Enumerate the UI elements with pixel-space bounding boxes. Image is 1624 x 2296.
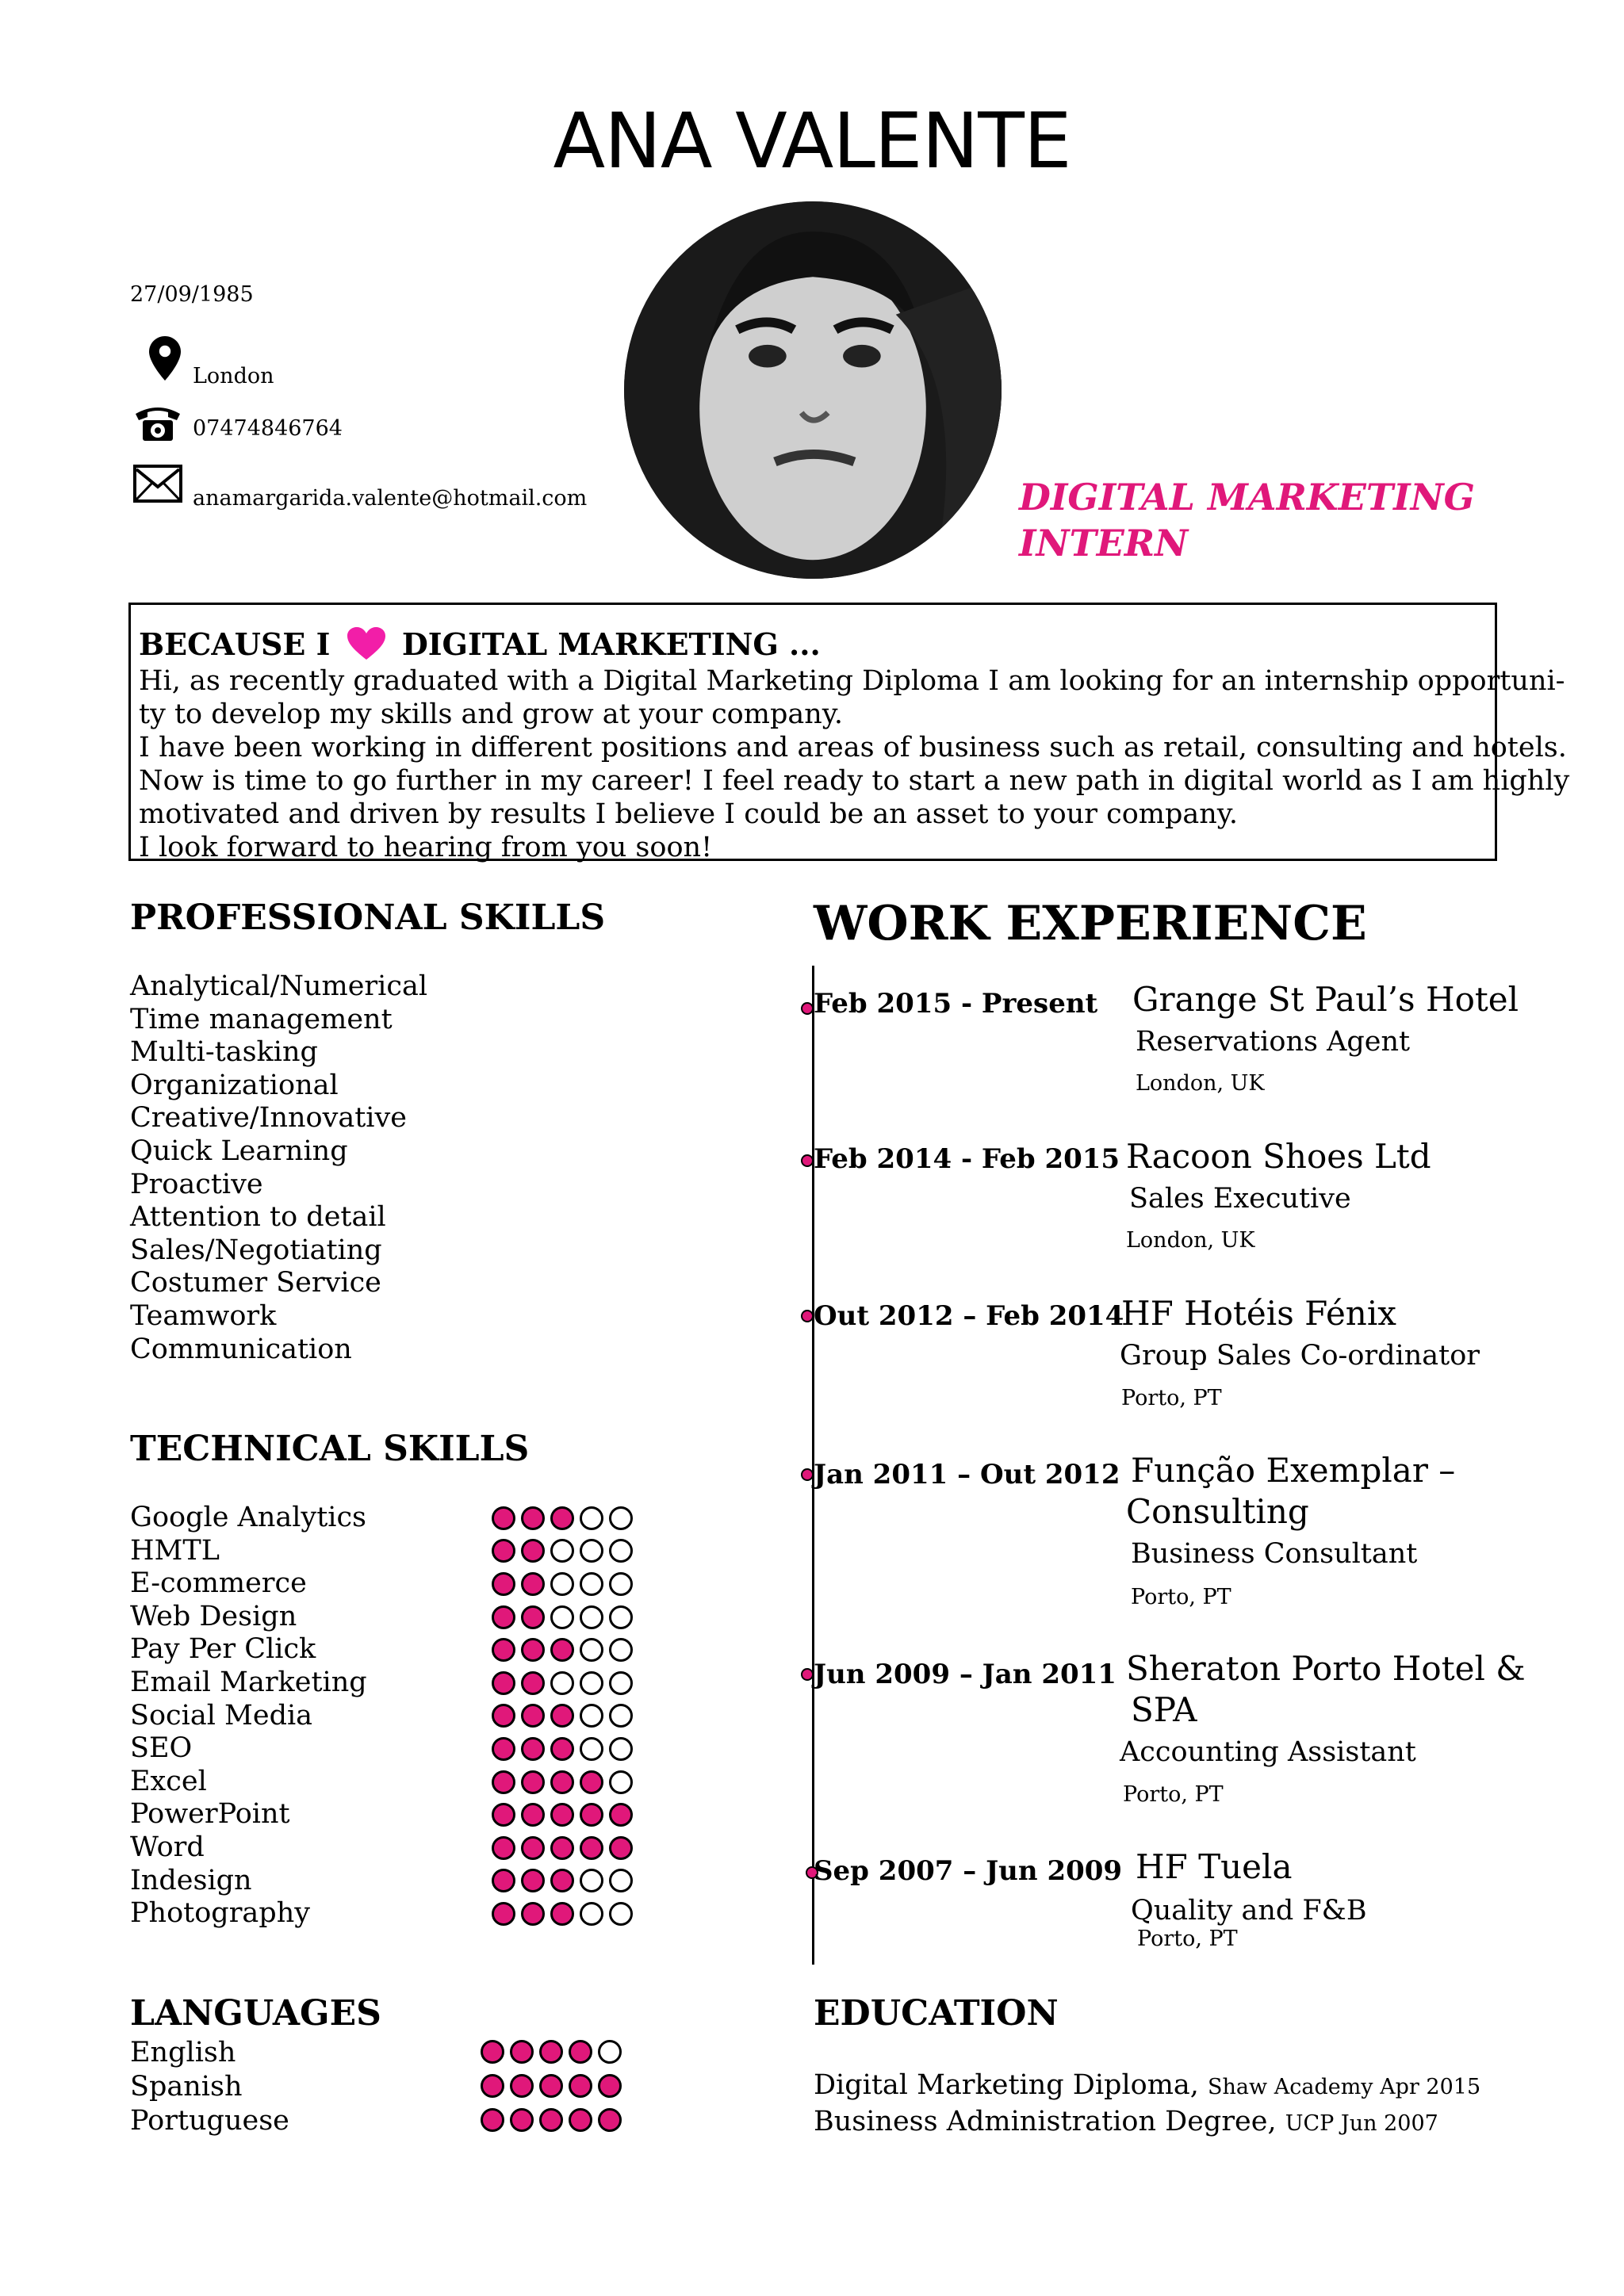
- rating-dot-empty: [550, 1572, 574, 1596]
- job-role: Business Consultant: [1131, 1538, 1418, 1570]
- rating-dot-empty: [609, 1737, 633, 1761]
- skill-name: E-commerce: [130, 1567, 307, 1600]
- rating-dot-empty: [598, 2040, 622, 2064]
- language-name: English: [130, 2037, 236, 2068]
- job-company: HF Hotéis Fénix: [1121, 1294, 1396, 1333]
- rating-dot-empty: [550, 1539, 574, 1563]
- intro-line: motivated and driven by results I believe I could be an asset to your company.: [139, 798, 1239, 830]
- rating-dot-filled: [550, 1869, 574, 1892]
- education-heading: EDUCATION: [814, 1993, 1059, 2034]
- rating-dot-filled: [598, 2074, 622, 2098]
- rating-dot-empty: [580, 1506, 603, 1530]
- rating-dot-filled: [521, 1506, 545, 1530]
- rating-dot-filled: [580, 1770, 603, 1794]
- rating-dot-empty: [580, 1638, 603, 1662]
- job-title-line-2: INTERN: [1019, 522, 1189, 564]
- rating-dot-empty: [609, 1704, 633, 1728]
- skill-name: Excel: [130, 1765, 207, 1797]
- rating-dot-empty: [609, 1770, 633, 1794]
- job-location: Porto, PT: [1137, 1927, 1238, 1951]
- intro-title-end: DIGITAL MARKETING ...: [401, 626, 821, 662]
- job-company-line-2: Consulting: [1126, 1492, 1309, 1531]
- phone-text: 07474846764: [193, 416, 343, 441]
- rating-dot-filled: [492, 1671, 515, 1695]
- job-title: [1019, 474, 1475, 566]
- rating-dot-filled: [550, 1803, 574, 1827]
- job-date: Jun 2009 – Jan 2011: [814, 1659, 1116, 1690]
- rating-dot-filled: [492, 1638, 515, 1662]
- language-ratings: [481, 2034, 627, 2137]
- rating-row: [492, 1831, 638, 1865]
- education-degree: Business Administration Degree,: [814, 2106, 1277, 2137]
- rating-dot-filled: [521, 1770, 545, 1794]
- list-item: Costumer Service: [130, 1267, 381, 1299]
- timeline-dot: [801, 1668, 814, 1681]
- rating-dot-filled: [539, 2040, 563, 2064]
- job-company: Grange St Paul’s Hotel: [1132, 980, 1519, 1019]
- rating-dot-filled: [569, 2108, 592, 2132]
- list-item: Proactive: [130, 1168, 263, 1200]
- rating-dot-filled: [598, 2108, 622, 2132]
- language-name: Portuguese: [130, 2105, 289, 2137]
- job-date: Out 2012 – Feb 2014: [814, 1300, 1124, 1332]
- job-date: Sep 2007 – Jun 2009: [814, 1855, 1123, 1887]
- rating-dot-filled: [492, 1902, 515, 1926]
- rating-dot-filled: [609, 1803, 633, 1827]
- rating-dot-empty: [580, 1902, 603, 1926]
- job-company: HF Tuela: [1136, 1847, 1293, 1886]
- intro-title-start: BECAUSE I: [139, 626, 331, 662]
- rating-row: [492, 1667, 638, 1700]
- skill-name: PowerPoint: [130, 1798, 290, 1831]
- list-item: Quick Learning: [130, 1135, 348, 1167]
- technical-skills-heading: TECHNICAL SKILLS: [130, 1429, 530, 1469]
- timeline-dot: [801, 1310, 814, 1322]
- job-company: Sheraton Porto Hotel &: [1126, 1649, 1526, 1688]
- rating-dot-empty: [609, 1638, 633, 1662]
- skill-name: SEO: [130, 1732, 193, 1765]
- rating-dot-empty: [580, 1869, 603, 1892]
- job-role: Reservations Agent: [1136, 1026, 1411, 1058]
- rating-dot-filled: [492, 1770, 515, 1794]
- job-role: Accounting Assistant: [1120, 1736, 1416, 1768]
- rating-dot-empty: [580, 1704, 603, 1728]
- list-item: Time management: [130, 1003, 393, 1035]
- skill-name: Indesign: [130, 1864, 252, 1896]
- rating-dot-filled: [550, 1737, 574, 1761]
- timeline-dot: [801, 1468, 814, 1481]
- rating-row: [492, 1633, 638, 1667]
- skill-name: Web Design: [130, 1600, 297, 1632]
- professional-skills-heading: PROFESSIONAL SKILLS: [130, 897, 606, 938]
- technical-skills-list: [130, 1502, 367, 1931]
- rating-dot-filled: [510, 2040, 534, 2064]
- location-text: London: [193, 364, 274, 388]
- profile-photo: [624, 201, 1002, 579]
- skill-name: HMTL: [130, 1534, 220, 1567]
- rating-dot-empty: [580, 1671, 603, 1695]
- list-item: Attention to detail: [130, 1201, 386, 1234]
- rating-dot-empty: [609, 1671, 633, 1695]
- list-item: Multi-tasking: [130, 1036, 318, 1069]
- rating-row: [492, 1502, 638, 1535]
- intro-line: Now is time to go further in my career! I feel ready to start a new path in digital world as I am highly: [139, 765, 1570, 797]
- rating-dot-filled: [492, 1737, 515, 1761]
- rating-dot-filled: [492, 1506, 515, 1530]
- job-role: Quality and F&B: [1131, 1895, 1367, 1927]
- rating-dot-filled: [550, 1836, 574, 1860]
- rating-dot-filled: [521, 1638, 545, 1662]
- candidate-name: ANA VALENTE: [553, 97, 1071, 186]
- rating-row: [492, 1865, 638, 1898]
- job-location: Porto, PT: [1131, 1585, 1231, 1609]
- rating-dot-filled: [521, 1671, 545, 1695]
- rating-dot-filled: [492, 1539, 515, 1563]
- list-item: Teamwork: [130, 1299, 277, 1332]
- timeline-dot: [801, 1002, 814, 1015]
- telephone-icon: [133, 403, 182, 442]
- intro-text: [139, 664, 1570, 864]
- education-detail: Shaw Academy Apr 2015: [1208, 2075, 1481, 2099]
- rating-dot-filled: [609, 1836, 633, 1860]
- rating-row: [492, 1700, 638, 1733]
- intro-line: ty to develop my skills and grow at your company.: [139, 698, 844, 730]
- rating-dot-filled: [539, 2108, 563, 2132]
- job-date: Feb 2015 - Present: [814, 988, 1098, 1020]
- rating-dot-filled: [521, 1572, 545, 1596]
- rating-dot-filled: [521, 1902, 545, 1926]
- rating-row: [492, 1798, 638, 1831]
- job-role: Sales Executive: [1129, 1183, 1351, 1215]
- rating-dot-filled: [580, 1836, 603, 1860]
- job-role: Group Sales Co-ordinator: [1120, 1340, 1480, 1372]
- job-location: Porto, PT: [1121, 1386, 1222, 1410]
- date-of-birth: 27/09/1985: [130, 282, 254, 307]
- intro-title: [139, 626, 821, 662]
- list-item: Organizational: [130, 1069, 339, 1101]
- timeline-dot: [801, 1154, 814, 1167]
- job-date: Jan 2011 – Out 2012: [814, 1459, 1120, 1490]
- location-pin-icon: [149, 336, 181, 381]
- rating-dot-empty: [550, 1671, 574, 1695]
- job-company-line-2: SPA: [1131, 1690, 1197, 1729]
- rating-row: [492, 1601, 638, 1634]
- skill-name: Social Media: [130, 1699, 313, 1732]
- rating-dot-filled: [550, 1638, 574, 1662]
- list-item: Sales/Negotiating: [130, 1234, 382, 1266]
- rating-dot-filled: [492, 1803, 515, 1827]
- rating-dot-filled: [492, 1605, 515, 1629]
- rating-dot-filled: [481, 2108, 504, 2132]
- rating-dot-filled: [550, 1704, 574, 1728]
- skill-name: Google Analytics: [130, 1502, 367, 1533]
- rating-row: [481, 2068, 627, 2103]
- rating-row: [481, 2103, 627, 2137]
- skill-name: Pay Per Click: [130, 1633, 316, 1666]
- rating-dot-filled: [539, 2074, 563, 2098]
- rating-dot-empty: [580, 1539, 603, 1563]
- skill-name: Word: [130, 1831, 205, 1863]
- rating-row: [492, 1897, 638, 1931]
- job-company: Racoon Shoes Ltd: [1126, 1137, 1431, 1176]
- technical-skill-ratings: [492, 1502, 638, 1931]
- job-title-line-1: DIGITAL MARKETING: [1019, 476, 1475, 519]
- rating-dot-empty: [609, 1539, 633, 1563]
- rating-dot-filled: [492, 1836, 515, 1860]
- rating-dot-empty: [580, 1605, 603, 1629]
- rating-dot-filled: [550, 1902, 574, 1926]
- rating-dot-filled: [521, 1836, 545, 1860]
- rating-dot-empty: [580, 1572, 603, 1596]
- rating-row: [492, 1732, 638, 1766]
- education-degree: Digital Marketing Diploma,: [814, 2069, 1199, 2101]
- languages-heading: LANGUAGES: [130, 1993, 381, 2034]
- rating-dot-filled: [492, 1704, 515, 1728]
- job-location: London, UK: [1126, 1228, 1255, 1253]
- skill-name: Photography: [130, 1897, 311, 1930]
- rating-dot-filled: [510, 2074, 534, 2098]
- intro-line: Hi, as recently graduated with a Digital Marketing Diploma I am looking for an internship opportuni-: [139, 665, 1565, 697]
- rating-dot-filled: [521, 1737, 545, 1761]
- list-item: Analytical/Numerical: [130, 970, 428, 1002]
- rating-dot-empty: [609, 1572, 633, 1596]
- languages-list: [130, 2036, 289, 2138]
- rating-dot-empty: [580, 1737, 603, 1761]
- intro-line: I have been working in different positions and areas of business such as retail, consulting and hotels.: [139, 732, 1567, 763]
- list-item: Communication: [130, 1333, 352, 1365]
- rating-row: [492, 1535, 638, 1568]
- language-name: Spanish: [130, 2071, 243, 2103]
- rating-dot-filled: [569, 2074, 592, 2098]
- education-item: [814, 2106, 1438, 2137]
- rating-dot-filled: [550, 1506, 574, 1530]
- list-item: Creative/Innovative: [130, 1102, 407, 1135]
- rating-dot-empty: [609, 1605, 633, 1629]
- rating-dot-empty: [609, 1902, 633, 1926]
- rating-row: [492, 1567, 638, 1601]
- rating-dot-empty: [550, 1605, 574, 1629]
- job-date: Feb 2014 - Feb 2015: [814, 1143, 1120, 1175]
- rating-dot-filled: [521, 1539, 545, 1563]
- education-item: [814, 2069, 1480, 2101]
- rating-dot-filled: [521, 1803, 545, 1827]
- job-location: Porto, PT: [1123, 1782, 1224, 1807]
- rating-dot-filled: [550, 1770, 574, 1794]
- job-company: Função Exemplar –: [1131, 1451, 1456, 1490]
- rating-dot-filled: [481, 2074, 504, 2098]
- rating-dot-filled: [492, 1869, 515, 1892]
- skill-name: Email Marketing: [130, 1666, 367, 1698]
- rating-dot-filled: [580, 1803, 603, 1827]
- rating-dot-filled: [569, 2040, 592, 2064]
- rating-dot-empty: [609, 1506, 633, 1530]
- rating-dot-filled: [492, 1572, 515, 1596]
- email-text: anamargarida.valente@hotmail.com: [193, 486, 588, 511]
- work-experience-heading: WORK EXPERIENCE: [814, 896, 1367, 951]
- rating-dot-filled: [510, 2108, 534, 2132]
- intro-line: I look forward to hearing from you soon!: [139, 832, 713, 863]
- education-detail: UCP Jun 2007: [1285, 2111, 1438, 2136]
- rating-dot-empty: [609, 1869, 633, 1892]
- rating-dot-filled: [521, 1869, 545, 1892]
- rating-dot-filled: [481, 2040, 504, 2064]
- rating-dot-filled: [521, 1605, 545, 1629]
- rating-dot-filled: [521, 1704, 545, 1728]
- envelope-icon: [133, 465, 182, 503]
- professional-skills-list: [130, 970, 427, 1366]
- rating-row: [492, 1766, 638, 1799]
- job-location: London, UK: [1136, 1071, 1265, 1096]
- rating-row: [481, 2034, 627, 2068]
- heart-icon: [346, 626, 387, 661]
